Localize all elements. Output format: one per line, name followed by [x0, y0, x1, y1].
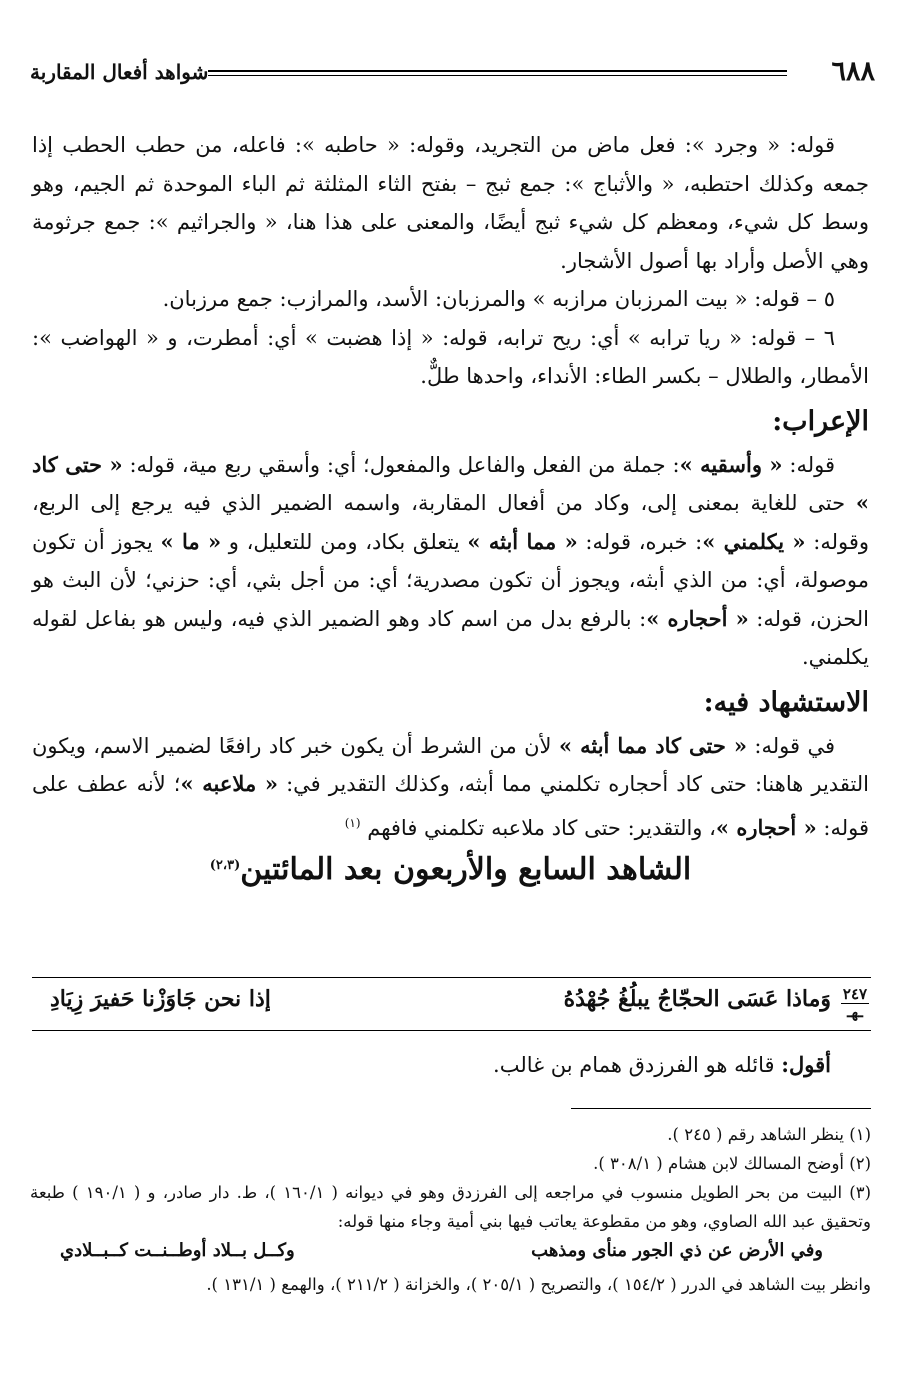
verse-number [841, 986, 869, 1020]
poem-hemistich-first: وفي الأرض عن ذي الجور منأى ومذهب [531, 1240, 823, 1261]
paragraph-vocabulary-4: قوله: « وجرد »: فعل ماض من التجريد، وقوله: « حاطبه »: فاعله، من حطب الحطب إذا جمعه وكذلك احتطبه، « والأثباج »: جمع ثبج – بفتح الثاء المثلثة ثم الباء الموحدة ثم الجيم، وهو وسط كل شيء، ومعظم كل شيء ثبج أيضًا، والمعنى على هذا هنا، « والجراثيم »: جمع جرثومة وهي الأصل وأراد بها أصول الأشجار. [32, 133, 869, 273]
text-run: في قوله: [747, 733, 836, 758]
poem-hemistich-second: وكــل بــلاد أوطــنــت كــبــلادي [60, 1240, 295, 1261]
footnote-ref: (٢،٣) [209, 858, 241, 873]
footnote-ref: (١) [344, 815, 361, 830]
quoted-term: « وأسقيه » [679, 451, 783, 477]
paragraph-i3rab [32, 446, 869, 677]
quoted-term: « أحجاره » [715, 814, 817, 840]
text-run: ، والتقدير: حتى كاد ملاعبه تكلمني فافهم [360, 815, 716, 840]
quoted-term: « حتى كاد مما أبثه » [558, 732, 748, 758]
text-run: : خبره، قوله: [577, 529, 703, 554]
text-run: : جملة من الفعل والفاعل والمفعول؛ أي: وأسقي ربع مية، قوله: [122, 452, 680, 477]
quoted-term: « أحجاره » [646, 605, 749, 631]
attribution-line [493, 1052, 831, 1077]
running-header [30, 56, 875, 94]
quoted-term: « ما » [160, 528, 222, 554]
quoted-term: « ملاعبه » [180, 771, 279, 796]
footnote-3: (٣) البيت من بحر الطويل منسوب في مراجعه إلى الفرزدق وهو في ديوانه ( ١٦٠/١ )، ط. دار صادر، و ( ١٩٠/١ ) طبعة وتحقيق عبد الله الصاوي، وهو من مقطوعة يعاتب فيها بني أمية وجاء منها قوله: [30, 1183, 871, 1231]
text-run: يتعلق بكاد، ومن للتعليل، و [221, 529, 468, 554]
hemistich-second: إذا نحن جَاوَزْنا حَفيرَ زِيَادِ [50, 986, 271, 1012]
text-run: : بالرفع بدل من اسم كاد وهو الضمير الذي فيه، وليس هو بفاعل لقوله يكلمني. [32, 606, 869, 669]
paragraph-istishhad [32, 727, 869, 848]
text-run: يجوز أن تكون موصولة، أي: من الذي أبثه، ويجوز أن تكون مصدرية؛ أي: من أجل بثي، أي: حزني؛ لأن البث هو الحزن، قوله: [32, 529, 870, 631]
heading-istishhad: الاستشهاد فيه: [703, 686, 869, 718]
text-run: ؛ لأنه عطف على قوله: [32, 772, 869, 840]
quoted-term: « مما أبثه » [467, 528, 578, 554]
heading-i3rab: الإعراب: [772, 405, 869, 437]
text-run: لأن من الشرط أن يكون خبر كاد رافعًا لضمير الاسم، ويكون التقدير هاهنا: حتى كاد أحجاره تكلمني مما أبثه، وكذلك التقدير في: [32, 733, 870, 796]
footnote-3-sources: وانظر بيت الشاهد في الدرر ( ١٥٤/٢ )، والتصريح ( ٢٠٥/١ )، والخزانة ( ٢١١/٢ )، والهمع ( ١٣١/١ ). [206, 1275, 871, 1294]
footnote-2: (٢) أوضح المسالك لابن هشام ( ٣٠٨/١ ). [593, 1154, 871, 1173]
text-run: حتى للغاية بمعنى إلى، وكاد من أفعال المقاربة، واسمه الضمير الذي فيه يرجع إلى الربع، وقوله: [32, 491, 869, 554]
page-number: ٦٨٨ [831, 56, 875, 87]
footnotes [30, 1120, 871, 1299]
quoted-term: « يكلمني » [702, 528, 806, 554]
footnote-poem [30, 1236, 871, 1270]
paragraph-vocabulary-5: ٥ – قوله: « بيت المرزبان مرازبه » والمرزبان: الأسد، والمرازب: جمع مرزبان. [162, 287, 835, 311]
paragraph-vocabulary-6: ٦ – قوله: « ريا ترابه » أي: ريح ترابه، قوله: « إذا هضبت » أي: أمطرت، و « الهواضب »: الأمطار، والطلال – بكسر الطاء: الأنداء، واحدها طلٌّ. [32, 325, 869, 388]
aqwal-label: أقول: [781, 1052, 831, 1077]
hemistich-first: وَماذا عَسَى الحجّاجُ يبلُغُ جُهْدُهُ [563, 986, 831, 1012]
main-text [32, 126, 869, 893]
verse-box [32, 977, 871, 1031]
aqwal-text: قائله هو الفرزدق همام بن غالب. [493, 1053, 782, 1077]
witness-title-text: الشاهد السابع والأربعون بعد المائتين [240, 852, 692, 887]
header-rule [208, 70, 787, 76]
verse-hijri-mark: ـهـ [847, 1003, 863, 1021]
footnote-1: (١) ينظر الشاهد رقم ( ٢٤٥ ). [667, 1125, 871, 1144]
quoted-term: « حتى كاد » [32, 451, 869, 515]
running-title: شواهد أفعال المقاربة [30, 60, 209, 84]
footnote-separator [571, 1108, 871, 1109]
witness-title [32, 847, 869, 893]
text-run: قوله: [782, 452, 835, 477]
verse-number-text: ٢٤٧ [842, 985, 868, 1003]
